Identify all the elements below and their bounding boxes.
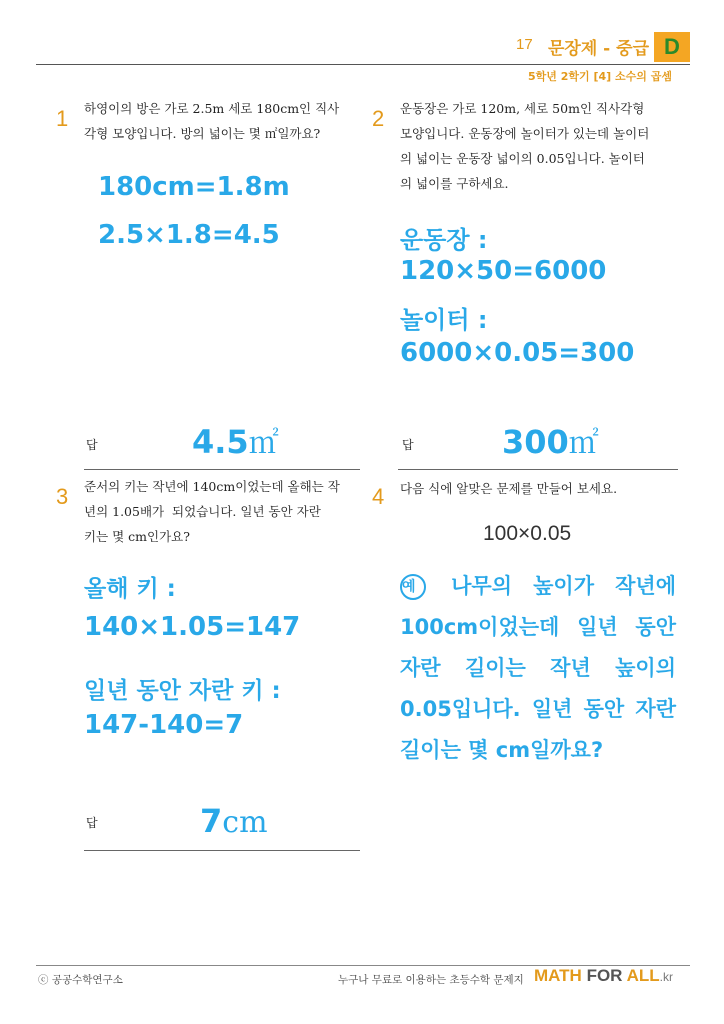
problem-1-text — [84, 96, 364, 146]
problem-4-answer — [400, 566, 676, 771]
problem-3-work-line: 올해 키 : — [84, 576, 176, 602]
problem-2-divider — [398, 469, 678, 470]
problem-1-number: 1 — [56, 106, 69, 131]
answer-value: 4.5 — [192, 423, 249, 461]
example-marker: 예 — [400, 574, 426, 600]
problem-text-line: 운동장은 가로 120m, 세로 50m인 직사각형 — [400, 101, 645, 116]
problem-2-number: 2 — [372, 106, 385, 131]
problem-text-line: 다음 식에 알맞은 문제를 만들어 보세요. — [400, 481, 618, 496]
problem-2-work-line: 운동장 : — [400, 226, 488, 254]
problem-text-line: 준서의 키는 작년에 140cm이었는데 올해는 작 — [84, 479, 340, 494]
header-divider — [36, 64, 690, 65]
problem-4-work-line: 0.05입니다. 일년 동안 자란 — [400, 697, 676, 721]
problem-2-work-line: 120×50=6000 — [400, 256, 607, 286]
problem-text-line: 의 넓이는 운동장 넓이의 0.05입니다. 놀이터 — [400, 151, 645, 166]
problem-2-answer-label: 답 — [402, 438, 414, 452]
answer-unit: cm — [222, 805, 268, 840]
problem-1-answer-label: 답 — [86, 438, 98, 452]
problem-text-line: 키는 몇 cm인가요? — [84, 529, 190, 544]
brand-for: FOR — [586, 966, 623, 985]
problem-4-number: 4 — [372, 484, 385, 509]
problem-4-text — [400, 476, 680, 501]
work-text: 나무의 높이가 작년에 — [451, 574, 676, 598]
problem-2-work-line: 6000×0.05=300 — [400, 338, 635, 368]
answer-value: 300 — [502, 423, 569, 461]
level-badge: D — [654, 32, 690, 62]
worksheet-subtitle: 5학년 2학기 [4] 소수의 곱셈 — [528, 70, 672, 83]
worksheet-number: 17 — [516, 36, 533, 53]
problem-3-number: 3 — [56, 484, 69, 509]
problem-2-text — [400, 96, 680, 196]
problem-3-answer — [200, 802, 268, 840]
problem-2-work-line: 놀이터 : — [400, 306, 488, 334]
problem-1-divider — [84, 469, 360, 470]
problem-3-text — [84, 474, 364, 549]
problem-1-work-line: 180cm=1.8m — [98, 172, 290, 202]
problem-4-expression: 100×0.05 — [483, 522, 572, 545]
problem-4-work-line: 100cm이었는데 일년 동안 — [400, 615, 676, 639]
problem-text-line: 모양입니다. 운동장에 놀이터가 있는데 놀이터 — [400, 126, 650, 141]
footer-tagline: 누구나 무료로 이용하는 초등수학 문제지 — [338, 974, 524, 986]
problem-3-work-line: 147-140=7 — [84, 710, 244, 740]
problem-2-answer — [502, 418, 599, 462]
problem-4-work-line — [400, 566, 676, 607]
problem-4-work-line: 자란 길이는 작년 높이의 — [400, 656, 676, 680]
problem-3-divider — [84, 850, 360, 851]
problem-4-work-line: 길이는 몇 cm일까요? — [400, 738, 604, 762]
answer-unit: ㎡ — [568, 426, 599, 461]
problem-3-work-line: 140×1.05=147 — [84, 612, 301, 642]
worksheet-title: 문장제 - 중급 — [548, 39, 650, 59]
problem-text-line: 각형 모양입니다. 방의 넓이는 몇 ㎡일까요? — [84, 126, 321, 141]
problem-1-answer — [192, 418, 279, 462]
problem-1-work-line: 2.5×1.8=4.5 — [98, 220, 280, 250]
brand-logo — [534, 966, 673, 986]
problem-text-line: 의 넓이를 구하세요. — [400, 176, 509, 191]
brand-math: MATH — [534, 966, 582, 985]
answer-unit: ㎡ — [248, 426, 279, 461]
answer-value: 7 — [200, 802, 223, 840]
problem-3-answer-label: 답 — [86, 816, 98, 830]
copyright: ⓒ 공공수학연구소 — [38, 974, 123, 986]
problem-text-line: 년의 1.05배가 되었습니다. 일년 동안 자란 — [84, 504, 321, 519]
brand-all: ALL — [626, 966, 660, 985]
problem-3-work-line: 일년 동안 자란 키 : — [84, 678, 281, 704]
problem-text-line: 하영이의 방은 가로 2.5m 세로 180cm인 직사 — [84, 101, 340, 116]
brand-kr: .kr — [659, 970, 673, 984]
